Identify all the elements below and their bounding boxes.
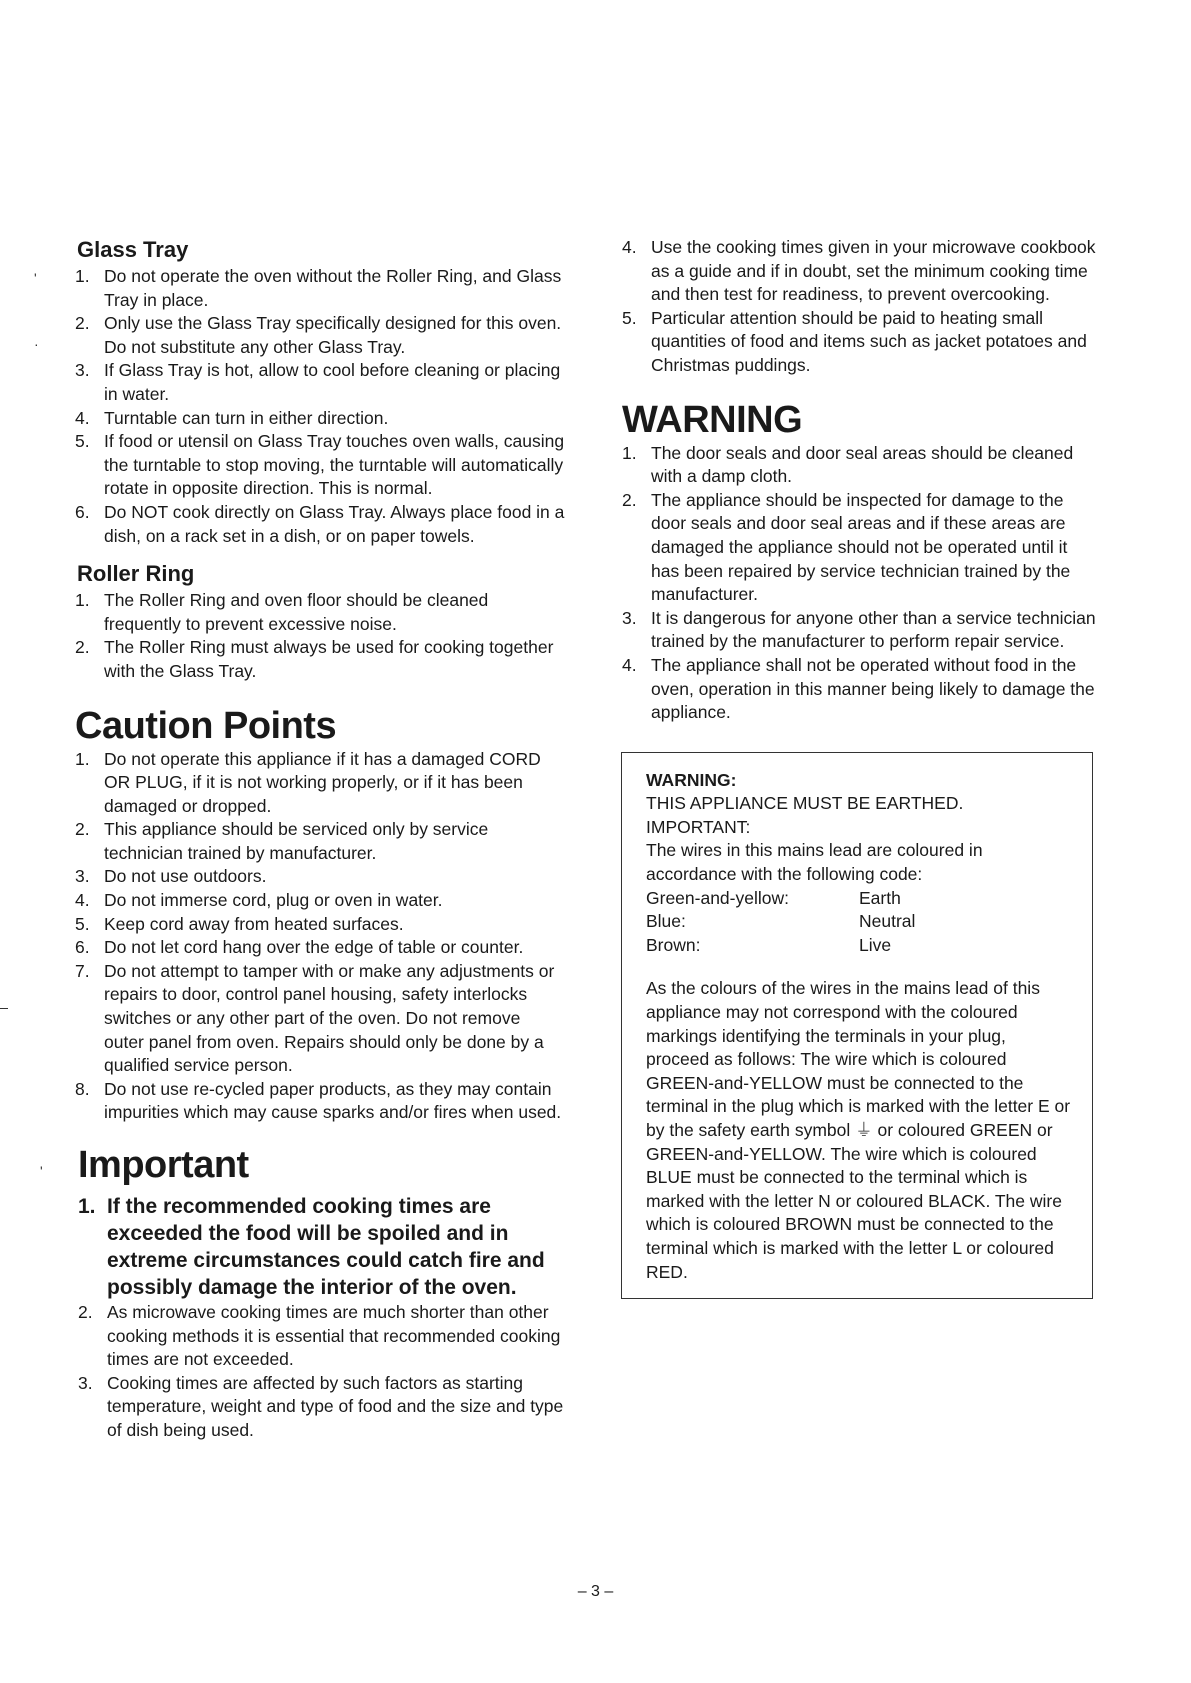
list-item — [75, 312, 565, 359]
list-item — [75, 430, 565, 501]
item-number: 2. — [622, 489, 637, 510]
item-text: Do not operate the oven without the Roller Ring, and Glass Tray in place. — [104, 266, 562, 310]
list-item — [622, 442, 1100, 489]
item-number: 4. — [622, 237, 637, 257]
item-text: The appliance shall not be operated without food in the oven, operation in this manner being likely to damage the appliance. — [651, 654, 1095, 723]
item-number: 2. — [75, 313, 90, 334]
warning-list — [622, 442, 1100, 725]
glass-tray-heading: Glass Tray — [77, 237, 189, 262]
item-text: Do not operate this appliance if it has a damaged CORD OR PLUG, if it is not working properly, or if it has been damaged or dropped. — [104, 748, 541, 816]
item-text: Do not use re-cycled paper products, as they may contain impurities which may cause sparks and/or fires when used. — [104, 1078, 562, 1123]
item-text: Use the cooking times given in your microwave cookbook as a guide and if in doubt, set the minimum cooking time and then test for readiness, to prevent overcooking. — [651, 237, 1096, 305]
item-text: If the recommended cooking times are exceeded the food will be spoiled and in extreme circumstances could catch fire and possibly damage the interior of the oven. — [107, 1195, 545, 1299]
scan-edge-mark — [0, 1008, 8, 1009]
warning-heading: WARNING — [622, 398, 803, 441]
item-number: 6. — [75, 937, 90, 958]
wire-function: Earth — [859, 887, 901, 908]
item-number: 1. — [75, 590, 90, 611]
page-number: – 3 – — [577, 1583, 614, 1600]
item-text: Cooking times are affected by such factors as starting temperature, weight and type of food and the size and type of dish being used. — [107, 1372, 564, 1440]
item-number: 2. — [78, 1302, 93, 1322]
item-text: The Roller Ring and oven floor should be cleaned frequently to prevent excessive noise. — [104, 590, 489, 634]
wire-code-row — [646, 910, 915, 934]
list-item — [622, 607, 1100, 654]
item-number: 5. — [75, 431, 90, 452]
item-number: 7. — [75, 960, 90, 981]
item-number: 3. — [622, 607, 637, 628]
item-text: If food or utensil on Glass Tray touches oven walls, causing the turntable to stop moving, the turntable will automatically rotate in opposite direction. This is normal. — [104, 431, 565, 499]
box-intro: The wires in this mains lead are coloured in accordance with the following code: — [646, 840, 983, 885]
box-line-earthed: THIS APPLIANCE MUST BE EARTHED. — [646, 793, 964, 814]
list-item — [75, 501, 565, 548]
important-list — [78, 1193, 565, 1443]
earthing-warning-box — [621, 752, 1093, 1299]
roller-ring-heading: Roller Ring — [77, 561, 195, 587]
list-item — [75, 818, 565, 865]
wire-code-row — [646, 934, 915, 958]
item-text: Do not immerse cord, plug or oven in water. — [104, 890, 443, 911]
item-number: 1. — [75, 748, 90, 769]
wire-function: Neutral — [859, 911, 916, 932]
item-text: The Roller Ring must always be used for cooking together with the Glass Tray. — [104, 637, 554, 681]
item-text: This appliance should be serviced only by service technician trained by manufacturer. — [104, 819, 489, 863]
list-item — [75, 265, 565, 312]
box-line-important: IMPORTANT: — [646, 816, 751, 837]
caution-points-heading: Caution Points — [75, 704, 337, 747]
wire-color: Blue: — [646, 911, 686, 932]
item-text: As microwave cooking times are much shorter than other cooking methods it is essential that recommended cooking times are not exceeded. — [107, 1302, 561, 1370]
wire-color: Brown: — [646, 934, 701, 955]
item-number: 1. — [75, 266, 90, 286]
list-item — [622, 489, 1100, 607]
item-number: 6. — [75, 501, 90, 522]
left-column — [75, 236, 565, 1443]
list-item — [75, 936, 565, 960]
list-item — [75, 636, 565, 683]
list-item — [75, 1078, 565, 1125]
continued-list — [622, 236, 1100, 378]
item-text: The door seals and door seal areas should be cleaned with a damp cloth. — [651, 442, 1074, 487]
list-item — [78, 1372, 565, 1443]
item-text: If Glass Tray is hot, allow to cool before cleaning or placing in water. — [104, 360, 561, 404]
wire-code-row — [646, 887, 915, 911]
item-number: 5. — [75, 913, 90, 934]
item-text: Keep cord away from heated surfaces. — [104, 913, 404, 934]
list-item — [75, 960, 565, 1078]
item-number: 8. — [75, 1078, 90, 1099]
item-number: 3. — [78, 1372, 93, 1393]
item-number: 1. — [622, 442, 637, 463]
scan-mark: ' — [40, 1163, 43, 1179]
list-item — [75, 359, 565, 406]
item-number: 2. — [75, 637, 90, 658]
scan-mark: · — [34, 336, 39, 352]
list-item — [78, 1301, 565, 1372]
roller-ring-list — [75, 589, 565, 683]
item-text: The appliance should be inspected for damage to the door seals and door seal areas and if these areas are damaged the appliance should not be operated until it has been repaired by service technician trained by the manufacturer. — [651, 489, 1071, 605]
item-text: Do NOT cook directly on Glass Tray. Always place food in a dish, on a rack set in a dish, or on paper towels. — [104, 501, 565, 546]
list-item — [622, 307, 1100, 378]
list-item — [622, 654, 1100, 725]
item-text: Do not attempt to tamper with or make any adjustments or repairs to door, control panel housing, safety interlocks switches or any other part of the oven. Do not remove outer panel from oven. Repairs should only be done by a qualified service person. — [104, 960, 555, 1076]
wire-color: Green-and-yellow: — [646, 887, 789, 908]
item-number: 3. — [75, 866, 90, 887]
item-text: Do not use outdoors. — [104, 866, 267, 887]
item-number: 3. — [75, 360, 90, 381]
item-number: 4. — [75, 890, 90, 911]
item-number: 2. — [75, 819, 90, 840]
list-item — [75, 407, 565, 431]
glass-tray-list — [75, 265, 565, 548]
list-item — [75, 889, 565, 913]
caution-points-list — [75, 748, 565, 1126]
list-item — [75, 865, 565, 889]
wire-function: Live — [859, 934, 892, 955]
box-body: As the colours of the wires in the mains lead of this appliance may not correspond with the coloured markings identifying the terminals in your plug, proceed as follows: The wire which is coloured GREEN-and-YELLOW must be connected to the terminal in the plug which is marked with the letter E or by the safety earth symbol ⏚ or coloured GREEN or GREEN-and-YELLOW. The wire which is coloured BLUE must be connected to the terminal which is marked with the letter N or coloured BLACK. The wire which is coloured BROWN must be connected to the terminal which is marked with the letter L or coloured RED. — [646, 978, 1071, 1282]
list-item — [622, 236, 1100, 307]
box-title: WARNING: — [646, 769, 737, 790]
item-number: 1. — [78, 1195, 96, 1218]
item-text: It is dangerous for anyone other than a service technician trained by the manufacturer to perform repair service. — [651, 607, 1096, 652]
item-number: 5. — [622, 307, 637, 328]
scan-mark: ' — [34, 270, 37, 286]
list-item — [78, 1193, 565, 1301]
item-text: Do not let cord hang over the edge of table or counter. — [104, 937, 524, 958]
item-text: Turntable can turn in either direction. — [104, 407, 389, 428]
list-item — [75, 589, 565, 636]
item-text: Only use the Glass Tray specifically designed for this oven. Do not substitute any other Glass Tray. — [104, 313, 562, 357]
item-text: Particular attention should be paid to heating small quantities of food and items such as jacket potatoes and Christmas puddings. — [651, 307, 1087, 375]
right-column — [622, 236, 1100, 1299]
list-item — [75, 913, 565, 937]
important-heading: Important — [78, 1144, 249, 1186]
item-number: 4. — [75, 407, 90, 428]
item-number: 4. — [622, 654, 637, 675]
wire-code-table — [646, 887, 915, 958]
list-item — [75, 748, 565, 819]
